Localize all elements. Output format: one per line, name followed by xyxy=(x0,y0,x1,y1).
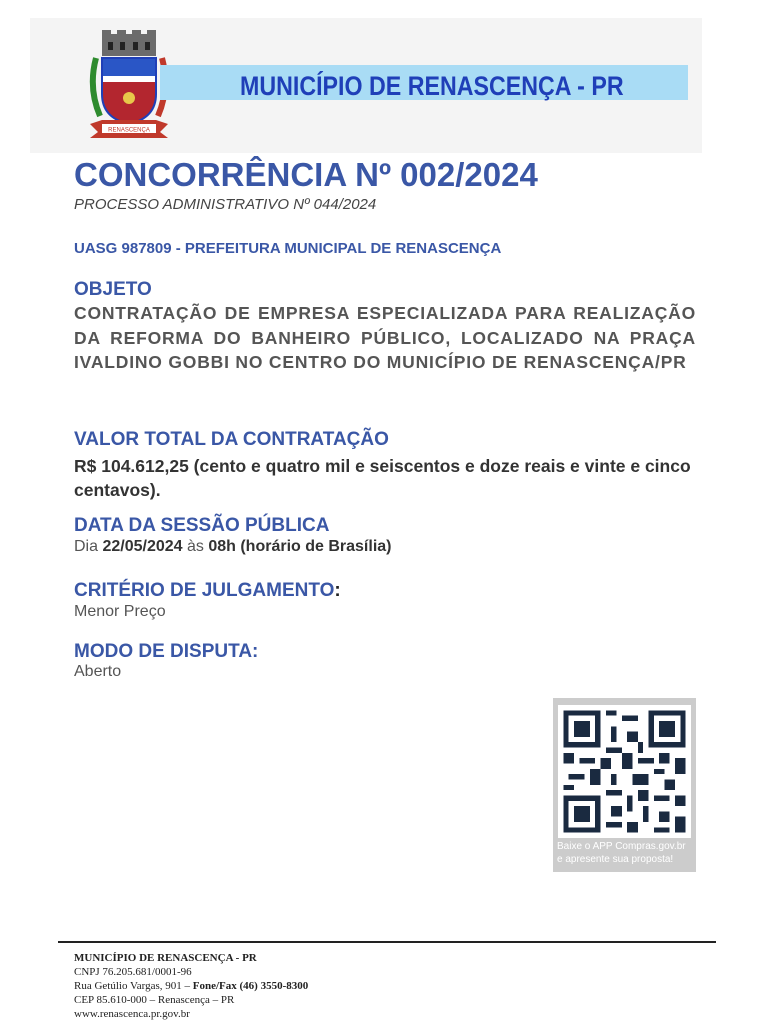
notice-title: CONCORRÊNCIA Nº 002/2024 xyxy=(74,156,538,193)
uasg-line: UASG 987809 - PREFEITURA MUNICIPAL DE RENASCENÇA xyxy=(74,240,502,257)
sessao-heading: DATA DA SESSÃO PÚBLICA xyxy=(74,515,330,536)
qr-caption-line1: Baixe o APP Compras.gov.br xyxy=(557,841,686,852)
sessao-text xyxy=(74,538,392,556)
modo-heading: MODO DE DISPUTA: xyxy=(74,641,259,662)
municipality-title: MUNICÍPIO DE RENASCENÇA - PR xyxy=(240,71,624,101)
footer-site[interactable]: www.renascenca.pr.gov.br xyxy=(74,1008,190,1020)
valor-heading: VALOR TOTAL DA CONTRATAÇÃO xyxy=(74,429,389,450)
qr-code-icon xyxy=(558,705,691,838)
modo-value: Aberto xyxy=(74,663,122,680)
footer-name: MUNICÍPIO DE RENASCENÇA - PR xyxy=(74,952,257,964)
svg-text:RENASCENÇA: RENASCENÇA xyxy=(108,127,150,134)
footer-address-line xyxy=(74,980,308,992)
footer-address: Rua Getúlio Vargas, 901 – xyxy=(74,980,193,992)
footer-phone: Fone/Fax (46) 3550-8300 xyxy=(192,980,309,992)
criterio-colon: : xyxy=(334,580,341,601)
sessao-date: 22/05/2024 xyxy=(102,538,183,555)
criterio-value: Menor Preço xyxy=(74,603,166,620)
footer-divider xyxy=(58,941,716,943)
footer-cnpj: CNPJ 76.205.681/0001-96 xyxy=(74,966,192,978)
sessao-prefix: Dia xyxy=(74,538,103,555)
criterio-heading xyxy=(74,580,341,602)
valor-text: R$ 104.612,25 (cento e quatro mil e seiscentos e doze reais e vinte e cinco centavos). xyxy=(74,456,691,500)
footer-cep: CEP 85.610-000 – Renascença – PR xyxy=(74,994,235,1006)
sessao-middle: às xyxy=(182,538,209,555)
criterio-label: CRITÉRIO DE JULGAMENTO xyxy=(74,580,335,601)
process-number: PROCESSO ADMINISTRATIVO Nº 044/2024 xyxy=(74,196,377,213)
qr-caption xyxy=(557,840,695,866)
objeto-text: CONTRATAÇÃO DE EMPRESA ESPECIALIZADA PARA REALIZAÇÃO DA REFORMA DO BANHEIRO PÚBLICO, LOCALIZADO NA PRAÇA IVALDINO GOBBI NO CENTRO DO MUNICÍPIO DE RENASCENÇA/PR xyxy=(74,303,696,372)
objeto-heading: OBJETO xyxy=(74,279,152,300)
sessao-time: 08h (horário de Brasília) xyxy=(208,538,392,555)
coat-of-arms-icon xyxy=(88,28,170,140)
qr-caption-line2: e apresente sua proposta! xyxy=(557,854,674,865)
